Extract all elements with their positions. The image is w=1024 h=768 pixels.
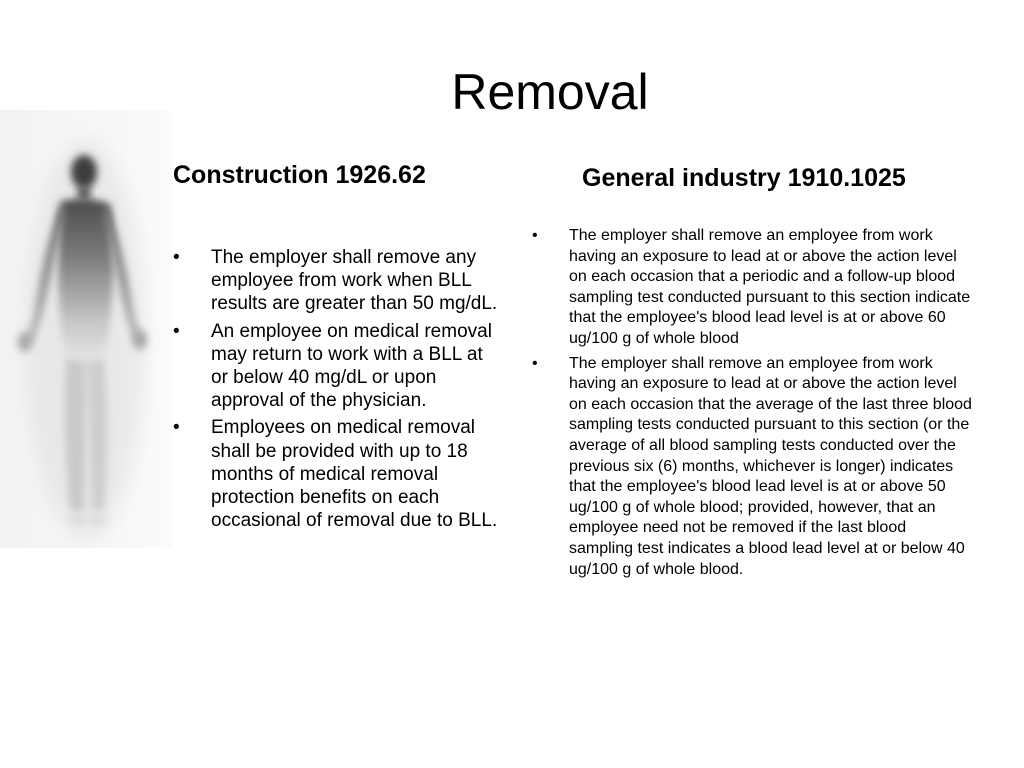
bullet-text: An employee on medical removal may return to work with a BLL at or below 40 mg/dL or upon approval of the physician.	[211, 320, 492, 412]
bullet-icon: •	[173, 247, 180, 268]
construction-bullet-list	[173, 246, 498, 536]
general-industry-bullet-list	[532, 226, 972, 584]
list-item	[173, 246, 498, 316]
bullet-text: Employees on medical removal shall be provided with up to 18 months of medical removal protection benefits on each occasional of removal due to BLL.	[211, 417, 498, 532]
list-item	[532, 354, 972, 581]
construction-heading: Construction 1926.62	[173, 161, 426, 189]
human-silhouette-image	[0, 110, 172, 548]
bullet-text: The employer shall remove an employee from work having an exposure to lead at or above the action level on each occasion that the average of the last three blood sampling tests conducted pursuant to this section (or the average of all blood sampling tests conducted over the previous six (6) months, whichever is longer) indicates that the employee's blood lead level is at or above 50 ug/100 g of whole blood; provided, however, that an employee need not be removed if the last blood sampling test indicates a blood lead level at or below 40 ug/100 g of whole blood.	[569, 354, 972, 578]
bullet-icon: •	[532, 354, 538, 372]
general-industry-heading: General industry 1910.1025	[582, 164, 906, 192]
bullet-text: The employer shall remove an employee from work having an exposure to lead at or above the action level on each occasion that a periodic and a follow-up blood sampling test conducted pursuant to this section indicate that the employee's blood lead level is at or above 60 ug/100 g of whole blood	[569, 227, 971, 347]
bullet-icon: •	[532, 227, 538, 244]
bullet-icon: •	[173, 320, 180, 342]
bullet-icon: •	[173, 417, 180, 439]
bullet-text: The employer shall remove any employee from work when BLL results are greater than 50 mg/dL.	[211, 247, 498, 315]
list-item	[532, 226, 972, 350]
list-item	[173, 416, 498, 532]
slide-title: Removal	[451, 64, 649, 120]
list-item	[173, 320, 498, 413]
